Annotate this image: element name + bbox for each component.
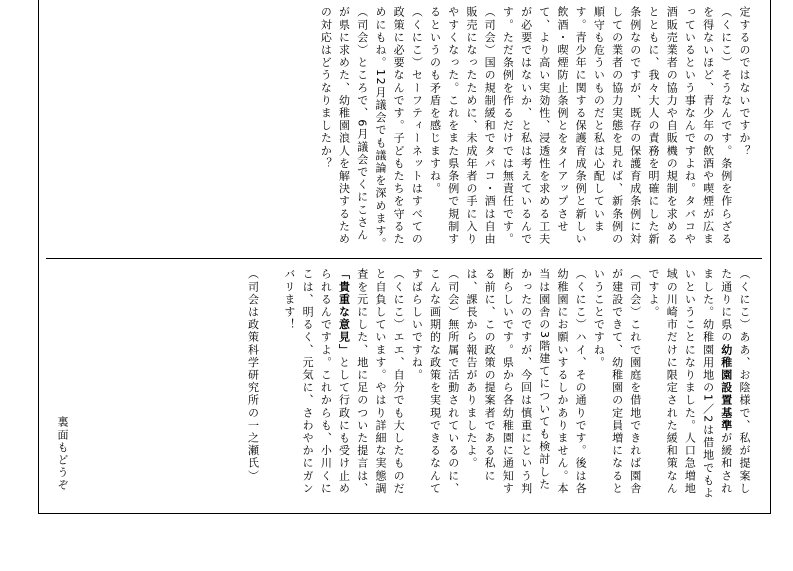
paragraph xyxy=(283,268,405,495)
text-run: （くにこ）エエ、自分でも大したものだと自負しています。やはり詳細な実態調査を元にした、地に足のついた提言は、 xyxy=(355,268,406,495)
emphasis-kindergarten-standard: 幼稚園設置基準 xyxy=(719,343,733,432)
interview-lower-section xyxy=(33,268,753,500)
text-run: が緩和されました。幼稚園用地の1／2は借地でもよいということになりました。人口急増地域の川崎市だけに限定された緩和策なんですよ。 xyxy=(646,268,733,500)
paragraph xyxy=(592,268,641,495)
paragraph: （司会）無所属で活動されているのに、こんな画期的な政策を実現できるなんてすばらしいですね。 xyxy=(410,268,460,495)
see-back-note: 裏面もどうぞ xyxy=(56,416,69,492)
interview-upper-section xyxy=(33,6,753,250)
paragraph: の業者の協力実態を見れば、新条例の順守も危ういものだと私は心配しています。青少年に関する保護育成条例と新しい飲酒・喫煙防止条例とをタイアップさせて、より高い実効性、浸透性を求める工夫が必要ではないか、と私は考えているんです。ただ条例を作るだけでは無責任です。 xyxy=(501,6,624,246)
paragraph xyxy=(647,268,751,499)
paragraph: （くにこ）そうなんです。条例を作らざるを得ないほど、青少年の飲酒や喫煙が広まっているという事なんですよね。タバコや酒販売業者の協力や自販機の規制を求めるとともに、我々大人の責務を明確にした新条例なのですが、既存の保護育成条例に対して xyxy=(610,6,733,246)
paragraph: （くにこ）ハイ、その通りです。後は各幼稚園にお願いするしかありません。本当は園舎の3階建てについても検討したかったのですが、今回は慎重にという判断らしいです。県から各幼稚園に通知する前に、この政策の提案者である私には、課長から報告がありましたよ。 xyxy=(464,268,588,495)
text-run: として行政にも受け止められるんですよ。これからも、小川くにこは、明るく、元気に、さわやかにガンバリます！ xyxy=(282,268,351,495)
text-run: きれば園舎が建設できて、幼稚園の定員増になるということですね。 xyxy=(592,268,642,495)
section-divider xyxy=(46,258,762,259)
text-run: （司会）これで園庭を借地で xyxy=(628,268,642,432)
paragraph: （司会）ところで、6月議会でくにこさんが県に求めた、幼稚園浪人を解決するための対応はどうなりましたか？ xyxy=(319,6,369,246)
paragraph: 定するのではないですか？ xyxy=(738,6,751,158)
paragraph: （司会）国の規制緩和でタバコ・酒は自由販売になったために、未成年者の手に入りやすくなった。これをまた県条例で規制するというのも矛盾を感じますね。 xyxy=(428,6,497,246)
emphasis-valuable-opinion: 「貴重な意見」 xyxy=(337,268,351,357)
paragraph: （くにこ）セーフティーネットはすべての政策に必要なんです。子どもたちを守るためにもね。12月議会でも議論を深めます。 xyxy=(373,6,424,250)
moderator-credit: （司会は政策科学研究所の一之瀬氏） xyxy=(246,268,260,483)
text-run: （くにこ）ああ、お陰様で、私が提案した通りに県の xyxy=(719,268,751,495)
